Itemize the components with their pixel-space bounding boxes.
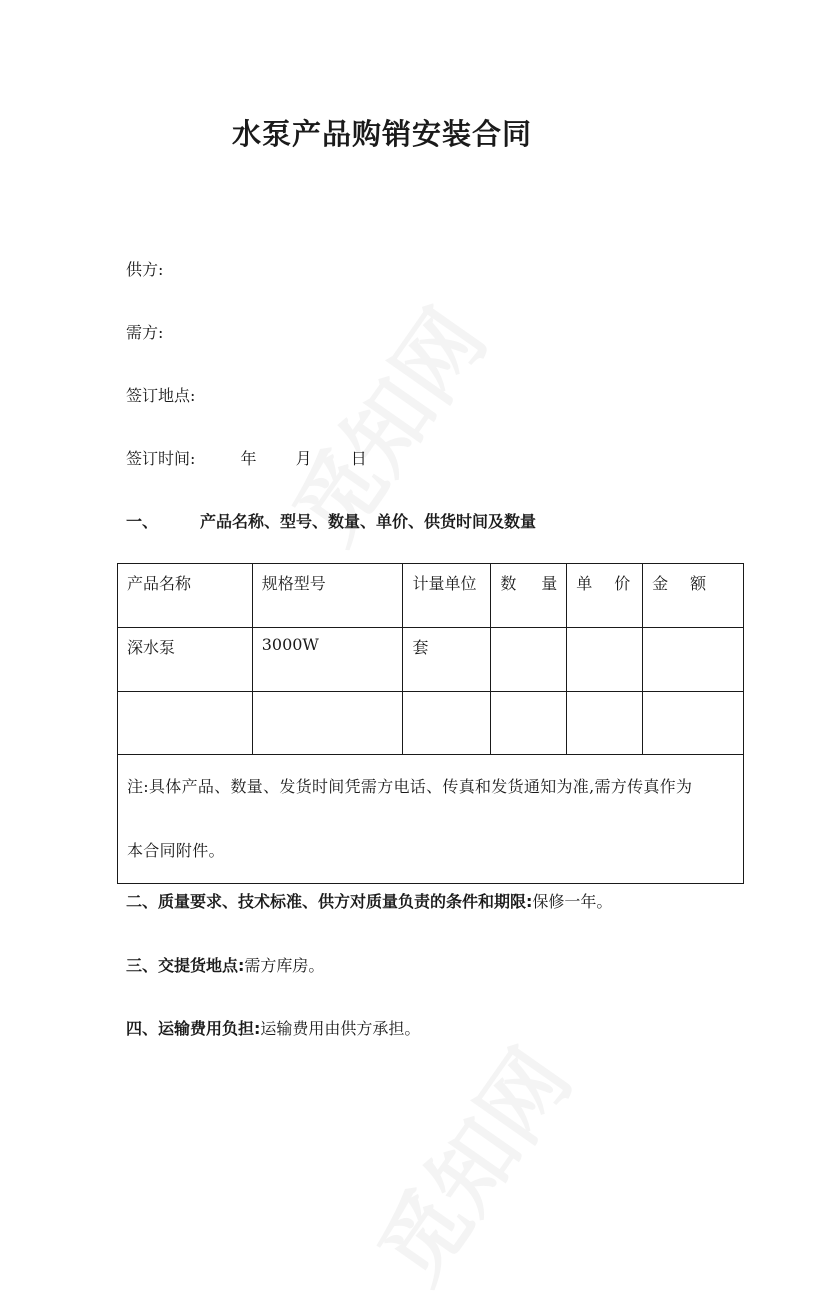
section-1-label: 产品名称、型号、数量、单价、供货时间及数量	[200, 512, 537, 531]
cell-unit-price	[567, 628, 643, 692]
header-quantity	[491, 564, 567, 628]
supplier-field: 供方:	[126, 260, 164, 279]
cell-product-name: 深水泵	[118, 628, 253, 692]
table-note	[118, 755, 744, 884]
day-label: 日	[350, 449, 367, 468]
section-2-value: 保修一年。	[532, 892, 613, 911]
year-label: 年	[240, 449, 257, 468]
section-3-heading	[126, 953, 324, 976]
cell-amount	[643, 692, 744, 755]
section-4-label: 四、运输费用负担:	[126, 1019, 261, 1038]
table-note-row	[118, 755, 744, 884]
header-price-char-1: 单	[576, 574, 593, 593]
header-product-name: 产品名称	[118, 564, 253, 628]
cell-unit	[403, 692, 491, 755]
section-2-heading	[126, 889, 612, 912]
buyer-field: 需方:	[126, 323, 164, 342]
cell-quantity	[491, 692, 567, 755]
cell-quantity	[491, 628, 567, 692]
watermark-lower	[344, 1021, 594, 1303]
header-price-char-2: 价	[614, 574, 631, 593]
table-note-line-2: 本合同附件。	[127, 841, 225, 860]
contract-title: 水泵产品购销安装合同	[232, 117, 533, 151]
cell-unit: 套	[403, 628, 491, 692]
header-amount	[643, 564, 744, 628]
month-label: 月	[295, 449, 312, 468]
section-1-number: 一、	[126, 512, 159, 531]
header-unit-price	[567, 564, 643, 628]
signing-time-field	[126, 446, 367, 469]
section-3-value: 需方库房。	[244, 956, 325, 975]
cell-model	[252, 692, 403, 755]
header-quantity-char-2: 量	[541, 574, 558, 593]
table-row	[118, 628, 744, 692]
cell-unit-price	[567, 692, 643, 755]
header-amount-char-1: 金	[652, 574, 669, 593]
section-4-value: 运输费用由供方承担。	[260, 1019, 421, 1038]
header-unit: 计量单位	[403, 564, 491, 628]
section-3-label: 三、交提货地点:	[126, 956, 245, 975]
signing-place-field: 签订地点:	[126, 386, 196, 405]
cell-product-name	[118, 692, 253, 755]
table-header-row	[118, 564, 744, 628]
section-4-heading	[126, 1016, 420, 1039]
header-amount-char-2: 额	[690, 574, 707, 593]
cell-model: 3000W	[252, 628, 403, 692]
table-note-line-1: 注:具体产品、数量、发货时间凭需方电话、传真和发货通知为准,需方传真作为	[127, 777, 693, 796]
section-2-label: 二、质量要求、技术标准、供方对质量负责的条件和期限:	[126, 892, 533, 911]
product-table	[117, 563, 744, 884]
cell-amount	[643, 628, 744, 692]
header-model: 规格型号	[252, 564, 403, 628]
table-row	[118, 692, 744, 755]
header-quantity-char-1: 数	[500, 574, 517, 593]
signing-time-label: 签订时间:	[126, 449, 196, 468]
section-1-heading	[126, 509, 536, 532]
